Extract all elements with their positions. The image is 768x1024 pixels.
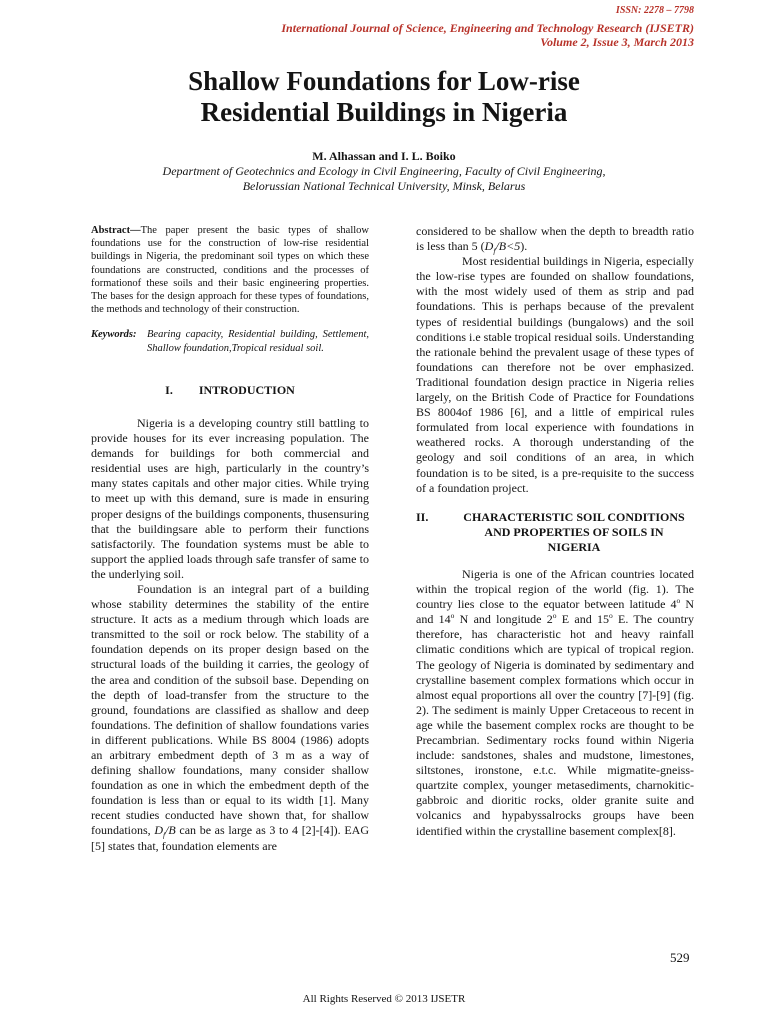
keywords <box>91 328 369 354</box>
intro-paragraph-1: Nigeria is a developing country still battling to provide houses for its ever increasing population. The demands for buildings for both commercial and residential uses are high, particularly in the country’s many states capitals and other major cities. While trying to meet up with this demand, sure is made in ensuring proper designs of the buildings components, thusensuring that the buildingsare able to perform their functions satisfactorily. The foundation systems must be able to support the applied loads through safe transfer of same to the underlying soil. <box>91 415 369 581</box>
section-2-heading <box>416 510 694 555</box>
left-column <box>91 224 369 854</box>
section-1-title: INTRODUCTION <box>198 382 295 397</box>
section-2-title: CHARACTERISTIC SOIL CONDITIONS AND PROPERTIES OF SOILS IN NIGERIA <box>463 509 685 554</box>
issn: ISSN: 2278 – 7798 <box>615 5 694 16</box>
abstract <box>91 224 369 316</box>
keywords-text: Bearing capacity, Residential building, Settlement, Shallow foundation,Tropical residual soil. <box>147 329 369 354</box>
page-number: 529 <box>670 950 690 965</box>
keywords-label: Keywords: <box>91 329 137 341</box>
affiliation-line-1: Department of Geotechnics and Ecology in Civil Engineering, Faculty of Civil Engineering, <box>162 164 606 178</box>
section-2-paragraph-1: Nigeria is one of the African countries located within the tropical region of the world (fig. 1). The country lies close to the equator between latitude 4$^o$ N and 14$^o$ N and longitude 2$^o$ E and 15$^o$ E. The country therefore, has characteristic hot and heavy rainfall climatic conditions which are typical of tropical region. The geology of Nigeria is dominated by sedimentary and crystalline basement complex formations which occur in almost equal proportions all over the country [7]-[9] (fig. 2). The sediment is mainly Upper Cretaceous to recent in age while the basement complex rocks are thought to be Precambrian. Sedimentary rocks found within Nigeria include: sandstones, shales and mudstone, limestones, siltstones, ironstone, e.t.c. While migmatite-gneiss-quartzite complex, younger metasediments, charnokitic-gabbroic and dioritic rocks, older granite suite and volcanics and hypabyssalrocks groups have been identified within the crystalline basement complex[8]. <box>416 566 695 838</box>
journal-volume: Volume 2, Issue 3, March 2013 <box>540 35 694 49</box>
journal-header <box>281 21 694 49</box>
intro-paragraph-4: Most residential buildings in Nigeria, especially the low-rise types are founded on shallow foundations, with the most widely used of them as strip and pad foundations. This is perhaps because of the prevalent types of residential buildings (bungalows) and the soil conditions i.e stable tropical residual soils. Understanding the rationale behind the prevalent usage of these types of foundations can therefore not be over emphasized. Traditional foundation design practice in Nigeria relies largely, on the British Code of Practice for Foundations BS 8004of 1986 [6], and a little of empirical rules formulated from local experience with foundations in weathered rocks. A thorough understanding of the geology and soil conditions of an area, in which foundation is to be sited, is a pre-requisite to the success of a foundation project. <box>416 254 694 495</box>
section-1-heading <box>91 383 369 398</box>
abstract-label: Abstract— <box>91 225 141 236</box>
title-line-1: Shallow Foundations for Low-rise <box>188 66 580 96</box>
title-line-2: Residential Buildings in Nigeria <box>200 97 568 127</box>
abstract-text: The paper present the basic types of shallow foundations use for the construction of low-rise residential buildings in Nigeria, the predominant soil types on which these foundations are constructed, conditions and the processes of formationof these soils and their basic engineering properties. The bases for the design approach for these types of foundations, the methods and technology of their construction. <box>91 225 369 316</box>
right-column <box>416 224 694 839</box>
section-2-number: II. <box>416 509 429 524</box>
affiliation <box>80 164 688 194</box>
authors: M. Alhassan and I. L. Boiko <box>312 149 456 163</box>
formula-df-b-limit: $D_f/B<5$ <box>484 239 521 256</box>
section-1-number: I. <box>165 382 173 397</box>
intro-p2-text: Foundation is an integral part of a building whose stability determines the stability of the entire structure. It acts as a medium through which loads are transmitted to the soil or rock below. The stability of a foundation depends on its proper design based on the structural loads of the building it carries, the geology of the area and condition of the subsoil base. Depending on the depth of load-transfer from the structure to the ground, foundations are classified as shallow and deep foundations. The definition of shallow foundations varies in different publications. While BS 8004 (1986) adopts an arbitrary embedment depth of 3 m as a way of defining shallow foundations, many consider shallow foundation as one in which the embedment depth of the foundation is less than or equal to its width [1]. Many recent studies conducted have shown that, for shallow foundations, <box>91 581 369 838</box>
copyright-footer: All Rights Reserved © 2013 IJSETR <box>302 993 466 1005</box>
intro-paragraph-3: considered to be shallow when the depth to breadth ratio is less than 5 $(D_f/B<5)$. <box>416 224 694 256</box>
formula-df-b: $D_f/B$ <box>154 823 176 840</box>
intro-p2-end: can be as large as 3 to 4 [2]-[4]). EAG [5] states that, foundation elements are <box>91 823 369 853</box>
affiliation-line-2: Belorussian National Technical University, Minsk, Belarus <box>242 179 526 193</box>
intro-paragraph-2 <box>91 582 369 854</box>
paper-title <box>80 66 688 128</box>
journal-name: International Journal of Science, Engineering and Technology Research (IJSETR) <box>281 21 694 35</box>
